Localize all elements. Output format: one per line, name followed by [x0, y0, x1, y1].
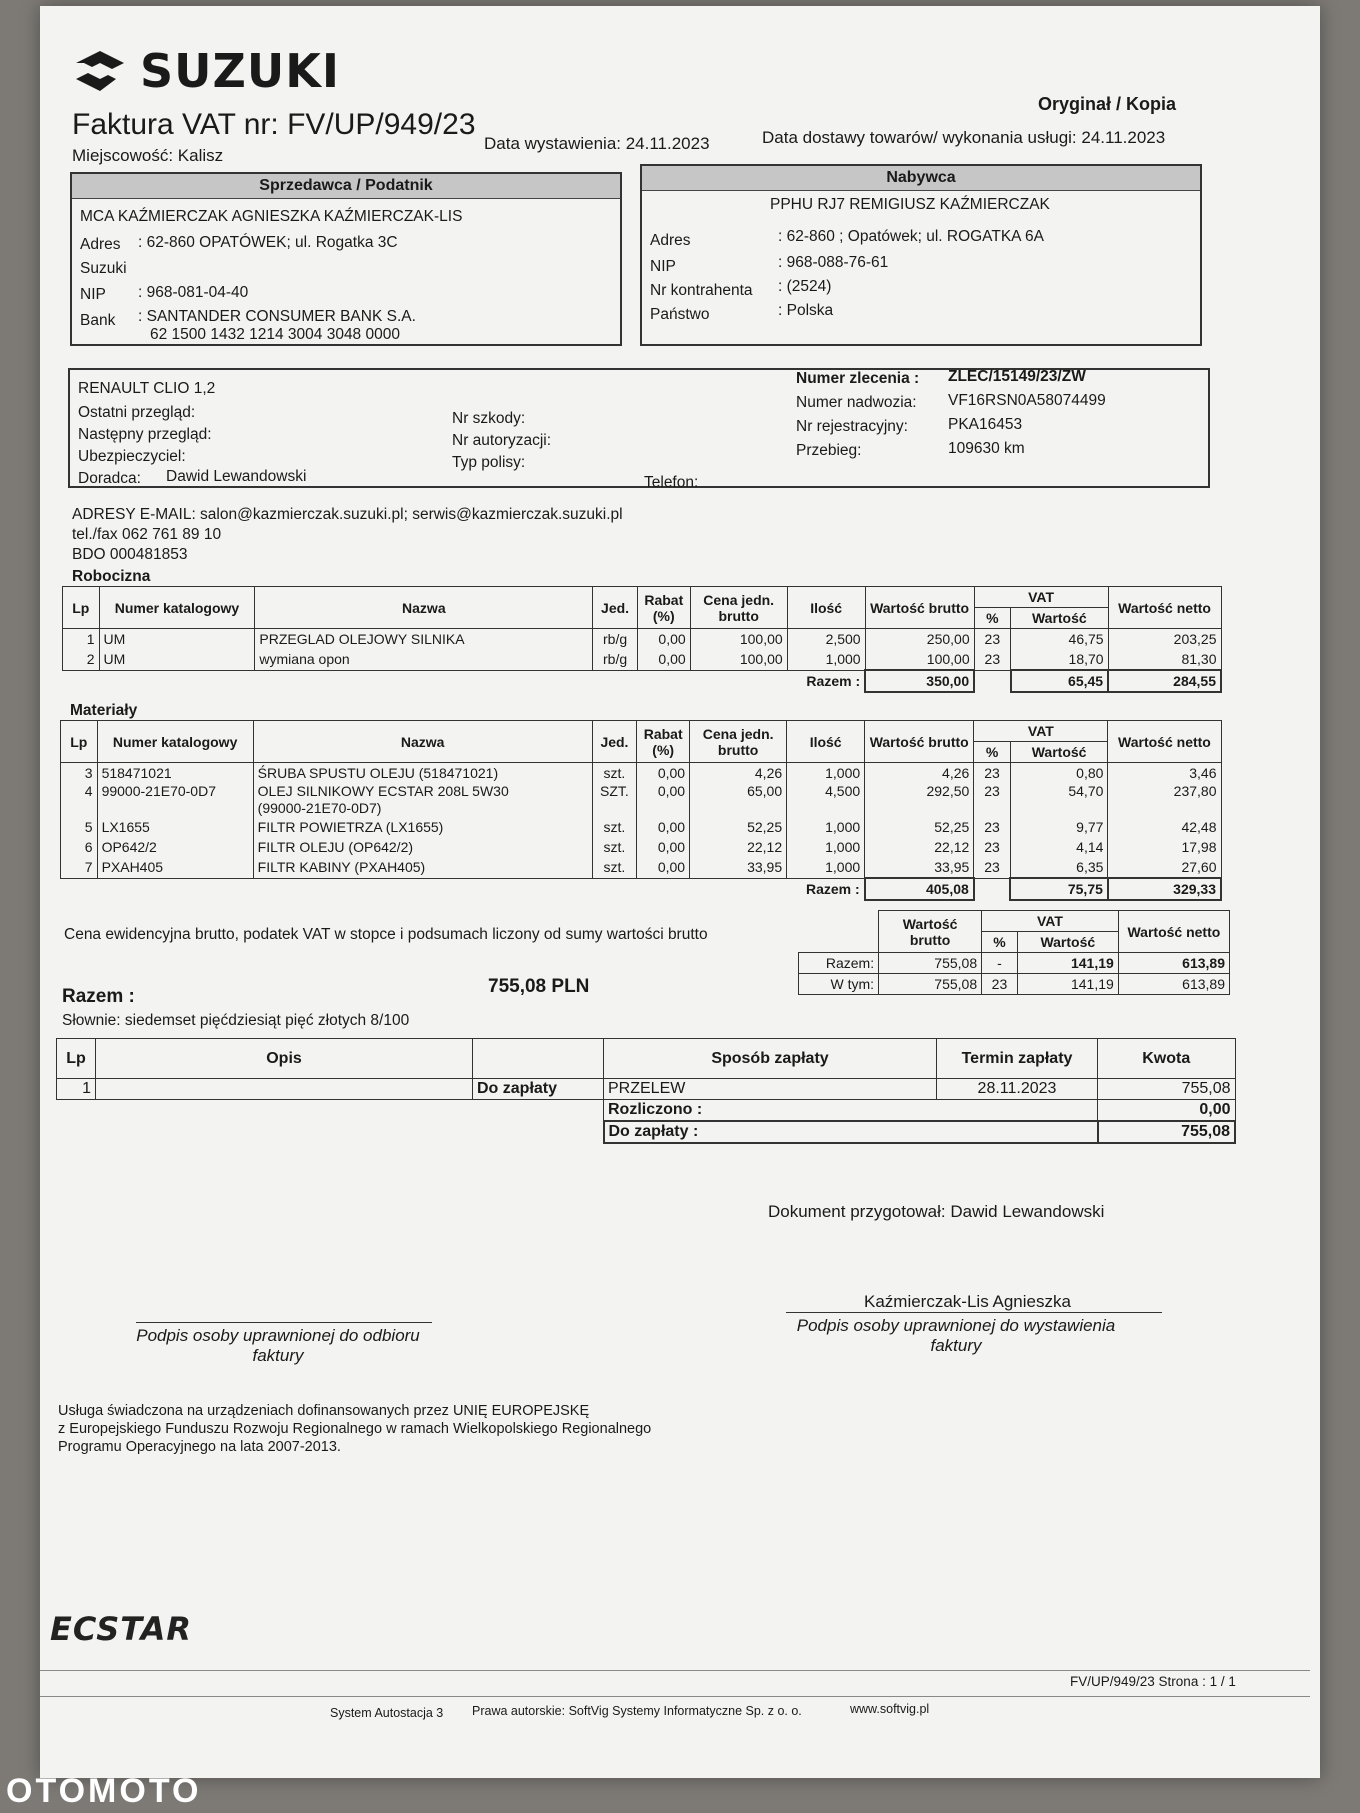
col-catalog: Numer katalogowy: [99, 587, 255, 629]
cell-catalog: UM: [99, 649, 255, 670]
cell-vat: 18,70: [1011, 649, 1109, 670]
table-row: [61, 837, 1222, 857]
total-gross: 405,08: [865, 878, 974, 900]
cell-qty: 1,000: [787, 837, 865, 857]
cell-gross: 33,95: [865, 857, 974, 878]
cell-discount: 0,00: [637, 857, 690, 878]
cell-catalog: UM: [99, 629, 255, 650]
buyer-nip: : 968-088-76-61: [778, 254, 889, 271]
col-vat-pct: %: [974, 608, 1010, 629]
vin-label: Numer nadwozia:: [796, 394, 917, 411]
advisor-label: Doradca:: [78, 470, 141, 487]
order-number: ZLEC/15149/23/ZW: [948, 368, 1086, 385]
table-row: [63, 629, 1222, 650]
cell-unit: rb/g: [593, 629, 638, 650]
eu-note-line: Programu Operacyjnego na lata 2007-2013.: [58, 1439, 341, 1455]
cell-price: 33,95: [690, 857, 787, 878]
cell-qty: 4,500: [787, 783, 865, 817]
table-row: [63, 649, 1222, 670]
sum-vat: 141,19: [1017, 953, 1118, 974]
cell-net: 42,48: [1108, 817, 1221, 837]
seller-account: 62 1500 1432 1214 3004 3048 0000: [150, 326, 400, 343]
col-qty: Ilość: [787, 587, 865, 629]
suzuki-logo: [72, 44, 340, 98]
total-vat: 65,45: [1011, 670, 1109, 692]
buyer-contractor-label: Nr kontrahenta: [650, 282, 753, 299]
total-label: Razem :: [805, 881, 860, 898]
buyer-address: : 62-860 ; Opatówek; ul. ROGATKA 6A: [778, 228, 1044, 245]
cell-discount: 0,00: [637, 649, 690, 670]
col-net: Wartość netto: [1108, 587, 1221, 629]
seller-name: MCA KAŹMIERCZAK AGNIESZKA KAŹMIERCZAK-LIS: [80, 208, 463, 225]
buyer-country: : Polska: [778, 302, 834, 319]
settled-row: [57, 1100, 1236, 1122]
col-lp: Lp: [63, 587, 100, 629]
materials-title: Materiały: [70, 702, 138, 719]
table-row: [61, 763, 1222, 784]
cell-catalog: LX1655: [97, 817, 253, 837]
sum-col-gross: Wartość brutto: [879, 911, 982, 953]
damage-no: Nr szkody:: [452, 410, 526, 427]
payment-row: [57, 1079, 1236, 1100]
auth-no: Nr autoryzacji:: [452, 432, 552, 449]
col-unit: Jed.: [592, 721, 637, 763]
cell-name: FILTR KABINY (PXAH405): [253, 857, 592, 878]
cell-lp: 2: [63, 649, 100, 670]
sum-gross: 755,08: [879, 974, 982, 995]
cell-vat: 46,75: [1011, 629, 1109, 650]
col-unit: Jed.: [593, 587, 638, 629]
vin: VF16RSN0A58074499: [948, 392, 1106, 409]
cell-unit: SZT.: [592, 783, 637, 817]
pay-col-desc: Opis: [96, 1039, 473, 1079]
topay-value: 755,08: [1098, 1121, 1236, 1143]
cell-discount: 0,00: [637, 817, 690, 837]
sum-vat: 141,19: [1017, 974, 1118, 995]
cell-name: wymiana opon: [255, 649, 593, 670]
last-inspection: Ostatni przegląd:: [78, 404, 196, 421]
cell-vat: 0,80: [1010, 763, 1108, 784]
cell-unit: szt.: [592, 857, 637, 878]
cell-gross: 4,26: [865, 763, 974, 784]
otomoto-watermark: OTOMOTO: [6, 1772, 202, 1810]
pay-due: 28.11.2023: [937, 1079, 1098, 1100]
pay-lp: 1: [57, 1079, 96, 1100]
cell-price: 100,00: [690, 649, 787, 670]
summary-row: [799, 953, 1230, 974]
footer-divider: [40, 1670, 1310, 1671]
cell-pct: 23: [974, 783, 1011, 817]
reg-label: Nr rejestracyjny:: [796, 418, 908, 435]
cell-lp: 7: [61, 857, 98, 878]
seller-address: : 62-860 OPATÓWEK; ul. Rogatka 3C: [138, 234, 398, 251]
cell-qty: 1,000: [787, 649, 865, 670]
footer-system: System Autostacja 3: [330, 1706, 444, 1720]
materials-total-row: [61, 878, 1222, 900]
phone: Telefon:: [644, 474, 699, 491]
pay-method: PRZELEW: [604, 1079, 937, 1100]
col-vat-value: Wartość: [1011, 608, 1109, 629]
cell-price: 52,25: [690, 817, 787, 837]
cell-gross: 292,50: [865, 783, 974, 817]
cell-lp: 3: [61, 763, 98, 784]
cell-unit: rb/g: [593, 649, 638, 670]
cell-net: 203,25: [1108, 629, 1221, 650]
cell-unit: szt.: [592, 837, 637, 857]
contact-email: ADRESY E-MAIL: salon@kazmierczak.suzuki.pl; serwis@kazmierczak.suzuki.pl: [72, 506, 623, 523]
mileage: 109630 km: [948, 440, 1025, 457]
receiver-signature-line: [136, 1322, 432, 1323]
buyer-name: PPHU RJ7 REMIGIUSZ KAŹMIERCZAK: [770, 196, 1050, 213]
cell-name-continued: (99000-21E70-0D7): [257, 800, 382, 816]
cell-qty: 1,000: [787, 817, 865, 837]
col-qty: Ilość: [787, 721, 865, 763]
payment-table: [56, 1038, 1236, 1144]
sum-col-pct: %: [982, 932, 1018, 953]
col-unit-price: Cena jedn. brutto: [690, 587, 787, 629]
cell-discount: 0,00: [637, 763, 690, 784]
cell-name: FILTR OLEJU (OP642/2): [253, 837, 592, 857]
cell-net: 81,30: [1108, 649, 1221, 670]
cell-lp: 1: [63, 629, 100, 650]
footer-copyright: Prawa autorskie: SoftVig Systemy Informatyczne Sp. z o. o.: [472, 1704, 802, 1718]
next-inspection: Następny przegląd:: [78, 426, 212, 443]
col-catalog: Numer katalogowy: [97, 721, 253, 763]
cell-price: 4,26: [690, 763, 787, 784]
col-vat-value: Wartość: [1010, 742, 1108, 763]
cell-pct: 23: [974, 817, 1011, 837]
buyer-address-label: Adres: [650, 232, 691, 249]
topay-row: [57, 1121, 1236, 1143]
vehicle-model: RENAULT CLIO 1,2: [78, 380, 216, 397]
total-net: 284,55: [1108, 670, 1221, 692]
issue-date: Data wystawienia: 24.11.2023: [484, 134, 710, 153]
receiver-caption: Podpis osoby uprawnionej do odbioru faktury: [136, 1326, 420, 1365]
insurer: Ubezpieczyciel:: [78, 448, 186, 465]
total-net: 329,33: [1108, 878, 1221, 900]
labour-table: [62, 586, 1222, 693]
invoice-page: [40, 6, 1320, 1778]
cell-discount: 0,00: [637, 837, 690, 857]
cell-price: 100,00: [690, 629, 787, 650]
issuer-name: Kaźmierczak-Lis Agnieszka: [864, 1292, 1071, 1311]
cell-discount: 0,00: [637, 783, 690, 817]
order-label: Numer zlecenia :: [796, 370, 920, 387]
issuer-caption: Podpis osoby uprawnionej do wystawienia faktury: [796, 1316, 1116, 1355]
cell-catalog: OP642/2: [97, 837, 253, 857]
razem-label: Razem :: [62, 986, 135, 1007]
cell-lp: 4: [61, 783, 98, 817]
col-discount: Rabat (%): [637, 721, 690, 763]
seller-nip: : 968-081-04-40: [138, 284, 249, 301]
pay-col-lp: Lp: [57, 1039, 96, 1079]
seller-bank: : SANTANDER CONSUMER BANK S.A.: [138, 308, 416, 325]
col-name: Nazwa: [255, 587, 593, 629]
cell-net: 237,80: [1108, 783, 1221, 817]
total-vat: 75,75: [1010, 878, 1108, 900]
place: Miejscowość: Kalisz: [72, 146, 224, 165]
issuer-signature-line: [786, 1312, 1162, 1313]
cell-net: 17,98: [1108, 837, 1221, 857]
buyer-box: [640, 164, 1202, 346]
cell-pct: 23: [974, 857, 1011, 878]
original-copy: Oryginał / Kopia: [1038, 94, 1177, 114]
cell-name: FILTR POWIETRZA (LX1655): [253, 817, 592, 837]
pay-col-method: Sposób zapłaty: [604, 1039, 937, 1079]
cell-qty: 2,500: [787, 629, 865, 650]
ecstar-logo: ECSTAR: [50, 1610, 192, 1648]
settled-value: 0,00: [1098, 1100, 1236, 1122]
cell-net: 27,60: [1108, 857, 1221, 878]
cell-pct: 23: [974, 629, 1010, 650]
table-row: [61, 817, 1222, 837]
cell-qty: 1,000: [787, 857, 865, 878]
table-row: [61, 783, 1222, 817]
seller-address-label: Adres: [80, 236, 121, 253]
cell-vat: 4,14: [1010, 837, 1108, 857]
footer-divider: [40, 1696, 1310, 1697]
cell-discount: 0,00: [637, 629, 690, 650]
seller-bank-label: Bank: [80, 312, 116, 329]
col-vat: VAT: [974, 721, 1108, 742]
seller-box: [70, 172, 622, 346]
contact-bdo: BDO 000481853: [72, 546, 188, 563]
eu-note-line: Usługa świadczona na urządzeniach dofinansowanych przez UNIĘ EUROPEJSKĘ: [58, 1403, 590, 1419]
labour-title: Robocizna: [72, 568, 151, 585]
col-discount: Rabat (%): [637, 587, 690, 629]
summary-row: [799, 974, 1230, 995]
contact-phone: tel./fax 062 761 89 10: [72, 526, 222, 543]
col-net: Wartość netto: [1108, 721, 1221, 763]
sum-gross: 755,08: [879, 953, 982, 974]
topay-label: Do zapłaty :: [604, 1121, 1098, 1143]
materials-table: [60, 720, 1222, 901]
mileage-label: Przebieg:: [796, 442, 862, 459]
col-vat: VAT: [974, 587, 1108, 608]
cell-net: 3,46: [1108, 763, 1221, 784]
labour-total-row: [63, 670, 1222, 692]
pay-label: Do zapłaty: [473, 1079, 604, 1100]
cell-pct: 23: [974, 649, 1010, 670]
total-gross: 350,00: [865, 670, 974, 692]
buyer-country-label: Państwo: [650, 306, 710, 323]
cell-unit: szt.: [592, 817, 637, 837]
sum-col-vat: VAT: [982, 911, 1119, 932]
sum-pct: 23: [982, 974, 1018, 995]
sum-col-vat-value: Wartość: [1017, 932, 1118, 953]
registration: PKA16453: [948, 416, 1023, 433]
cell-price: 22,12: [690, 837, 787, 857]
pay-col-amount: Kwota: [1098, 1039, 1236, 1079]
delivery-date: Data dostawy towarów/ wykonania usługi: 24.11.2023: [762, 128, 1166, 147]
pay-col-due: Termin zapłaty: [937, 1039, 1098, 1079]
cell-price: 65,00: [690, 783, 787, 817]
total-label: Razem :: [806, 673, 861, 690]
cell-catalog: 99000-21E70-0D7: [97, 783, 253, 817]
buyer-nip-label: NIP: [650, 258, 676, 275]
eu-note-line: z Europejskiego Funduszu Rozwoju Regionalnego w ramach Wielkopolskiego Regionalnego: [58, 1421, 652, 1437]
vehicle-box: [68, 368, 1210, 491]
pay-amount: 755,08: [1098, 1079, 1236, 1100]
cell-lp: 5: [61, 817, 98, 837]
seller-head: Sprzedawca / Podatnik: [72, 174, 620, 199]
table-row: [61, 857, 1222, 878]
sum-net: 613,89: [1118, 974, 1229, 995]
cell-gross: 250,00: [865, 629, 974, 650]
cell-lp: 6: [61, 837, 98, 857]
cell-unit: szt.: [592, 763, 637, 784]
footer-website: www.softvig.pl: [850, 1702, 930, 1716]
suzuki-s-icon: [72, 49, 128, 93]
sum-label: Razem:: [799, 953, 879, 974]
col-gross: Wartość brutto: [865, 721, 974, 763]
prepared-by: Dokument przygotował: Dawid Lewandowski: [768, 1202, 1105, 1221]
invoice-title: Faktura VAT nr: FV/UP/949/23: [72, 108, 476, 141]
seller-nip-label: NIP: [80, 286, 106, 303]
cell-gross: 100,00: [865, 649, 974, 670]
advisor: Dawid Lewandowski: [166, 468, 307, 485]
brand-name: SUZUKI: [140, 44, 340, 98]
sum-net: 613,89: [1118, 953, 1229, 974]
eu-note: [58, 1402, 651, 1456]
cell-catalog: 518471021: [97, 763, 253, 784]
policy-type: Typ polisy:: [452, 454, 526, 471]
amount-in-words: Słownie: siedemset pięćdziesiąt pięć złotych 8/100: [62, 1012, 410, 1029]
page-number: FV/UP/949/23 Strona : 1 / 1: [1070, 1674, 1236, 1689]
cell-vat: 9,77: [1010, 817, 1108, 837]
razem-value: 755,08 PLN: [488, 976, 590, 997]
col-unit-price: Cena jedn. brutto: [690, 721, 787, 763]
summary-note: Cena ewidencyjna brutto, podatek VAT w stopce i podsumach liczony od sumy wartości brutto: [64, 926, 708, 943]
settled-label: Rozliczono :: [604, 1100, 1098, 1122]
buyer-contractor: : (2524): [778, 278, 832, 295]
cell-name: OLEJ SILNIKOWY ECSTAR 208L 5W30: [257, 783, 509, 799]
cell-name: PRZEGLAD OLEJOWY SILNIKA: [255, 629, 593, 650]
cell-pct: 23: [974, 763, 1011, 784]
cell-gross: 52,25: [865, 817, 974, 837]
sum-col-net: Wartość netto: [1118, 911, 1229, 953]
sum-pct: -: [982, 953, 1018, 974]
col-vat-pct: %: [974, 742, 1011, 763]
col-gross: Wartość brutto: [865, 587, 974, 629]
cell-gross: 22,12: [865, 837, 974, 857]
seller-extra: Suzuki: [80, 260, 127, 277]
col-name: Nazwa: [253, 721, 592, 763]
cell-name: ŚRUBA SPUSTU OLEJU (518471021): [253, 763, 592, 784]
cell-vat: 54,70: [1010, 783, 1108, 817]
cell-catalog: PXAH405: [97, 857, 253, 878]
cell-pct: 23: [974, 837, 1011, 857]
summary-table: [798, 910, 1230, 995]
col-lp: Lp: [61, 721, 98, 763]
cell-vat: 6,35: [1010, 857, 1108, 878]
sum-label: W tym:: [799, 974, 879, 995]
cell-qty: 1,000: [787, 763, 865, 784]
buyer-head: Nabywca: [642, 166, 1200, 191]
